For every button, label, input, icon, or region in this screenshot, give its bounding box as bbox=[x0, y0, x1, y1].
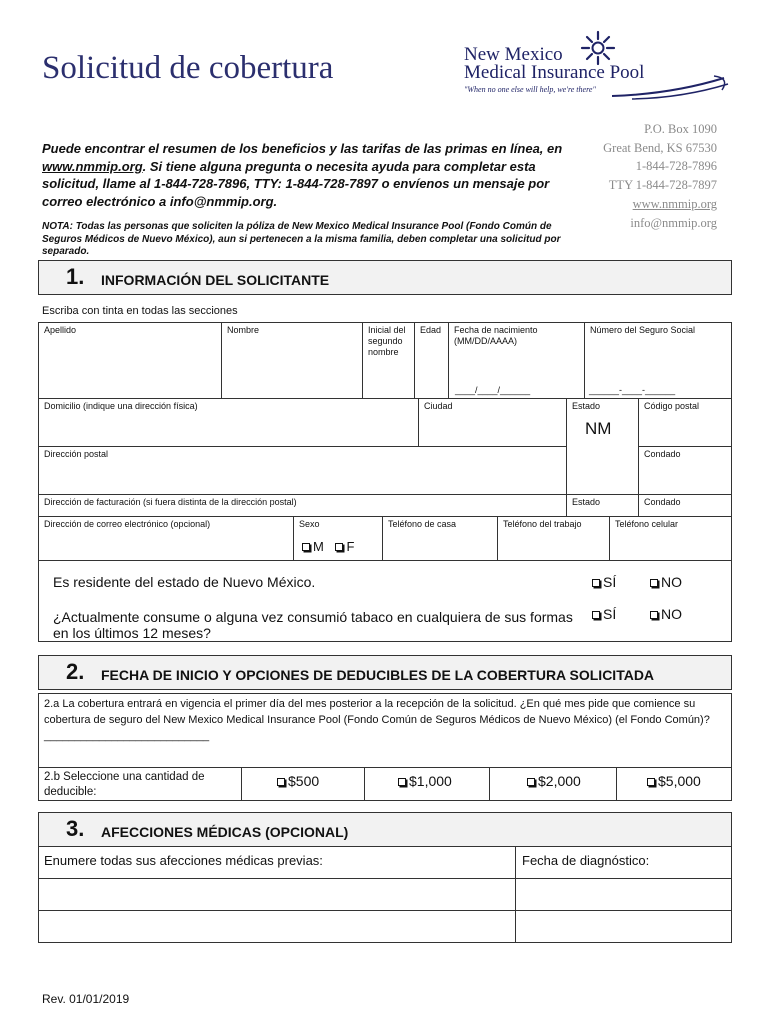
contact-address2: Great Bend, KS 67530 bbox=[603, 140, 717, 155]
deductible-1000[interactable]: $1,000 bbox=[365, 768, 490, 800]
field-correo[interactable]: Dirección de correo electrónico (opcional) bbox=[39, 517, 294, 561]
residente-no[interactable]: NO bbox=[650, 577, 682, 588]
sexo-f-checkbox[interactable]: F bbox=[335, 539, 354, 554]
question-residente: Es residente del estado de Nuevo México. bbox=[53, 574, 316, 590]
diagnosis-date-row-2[interactable] bbox=[516, 911, 731, 942]
diagnosis-date-header: Fecha de diagnóstico: bbox=[516, 847, 731, 879]
field-condado[interactable]: Condado bbox=[639, 447, 731, 495]
deductible-2000[interactable]: $2,000 bbox=[490, 768, 617, 800]
website-link[interactable]: www.nmmip.org bbox=[42, 158, 143, 174]
section3-header bbox=[38, 812, 732, 847]
field-edad[interactable]: Edad bbox=[415, 323, 449, 399]
nmmip-logo bbox=[462, 32, 737, 102]
field-facturacion[interactable]: Dirección de facturación (si fuera distinta de la dirección postal) bbox=[39, 495, 567, 517]
contact-tty: TTY 1-844-728-7897 bbox=[608, 178, 717, 193]
residente-si[interactable]: SÍ bbox=[592, 577, 616, 588]
condition-row-2[interactable] bbox=[39, 911, 516, 942]
section2-number: 2. bbox=[66, 659, 85, 684]
section3-number: 3. bbox=[66, 816, 85, 841]
field-fecha-nacimiento[interactable]: Fecha de nacimiento (MM/DD/AAAA) ____/____/______ bbox=[449, 323, 585, 399]
estado-value: NM bbox=[585, 419, 612, 438]
section1-number: 1. bbox=[66, 264, 85, 289]
field-ssn[interactable]: Número del Seguro Social ______-____-______ bbox=[585, 323, 731, 399]
sexo-m-checkbox[interactable]: M bbox=[302, 539, 324, 554]
section1-title: INFORMACIÓN DEL SOLICITANTE bbox=[101, 272, 330, 288]
field-tel-casa[interactable]: Teléfono de casa bbox=[383, 517, 498, 561]
section1-instruction: Escriba con tinta en todas las secciones bbox=[42, 305, 238, 317]
field-sexo: Sexo M F bbox=[294, 517, 383, 561]
field-estado[interactable]: Estado NM bbox=[567, 399, 639, 495]
residency-questions bbox=[39, 561, 731, 641]
ssn-blank: ______-____-______ bbox=[589, 385, 676, 395]
start-date-question[interactable]: 2.a La cobertura entrará en vigencia el primer día del mes posterior a la recepción de la solicitud. ¿En qué mes pide que comience su cobertura de seguro del New Mexico Medical Insurance Pool (Fondo Común de Seguros Médicos de Nuevo México) (el Fondo Común)? ___________________________ bbox=[39, 694, 731, 768]
fecha-blank: ____/____/______ bbox=[455, 385, 531, 395]
coverage-grid bbox=[38, 693, 732, 801]
field-nombre[interactable]: Nombre bbox=[222, 323, 363, 399]
field-apellido[interactable]: Apellido bbox=[39, 323, 222, 399]
field-estado2[interactable]: Estado bbox=[567, 495, 639, 517]
logo-tagline: "When no one else will help, we're there" bbox=[464, 85, 596, 94]
diagnosis-date-row-1[interactable] bbox=[516, 879, 731, 911]
form-title: Solicitud de cobertura bbox=[42, 50, 334, 86]
section3-title: AFECCIONES MÉDICAS (OPCIONAL) bbox=[101, 824, 349, 840]
field-direccion-postal[interactable]: Dirección postal bbox=[39, 447, 567, 495]
contact-email[interactable]: info@nmmip.org bbox=[630, 215, 717, 230]
section2-title: FECHA DE INICIO Y OPCIONES DE DEDUCIBLES DE LA COBERTURA SOLICITADA bbox=[101, 667, 655, 683]
deductible-label: 2.b Seleccione una cantidad de deducible: bbox=[39, 768, 242, 800]
intro-text: Puede encontrar el resumen de los beneficios y las tarifas de las primas en línea, en www.nmmip.org. Si tiene alguna pregunta o necesita ayuda para completar esta solicitud, llame al 1-844-728-7896, TTY: 1-844-728-7897 o envíenos un mensaje por correo electrónico a info@nmmip.org. bbox=[42, 141, 563, 209]
tabaco-si[interactable]: SÍ bbox=[592, 609, 616, 620]
field-codigo-postal[interactable]: Código postal bbox=[639, 399, 731, 447]
field-tel-trabajo[interactable]: Teléfono del trabajo bbox=[498, 517, 610, 561]
field-domicilio[interactable]: Domicilio (indique una dirección física) bbox=[39, 399, 419, 447]
field-inicial[interactable]: Inicial del segundo nombre bbox=[363, 323, 415, 399]
contact-web-link[interactable]: www.nmmip.org bbox=[632, 196, 717, 211]
revision-date: Rev. 01/01/2019 bbox=[42, 992, 130, 1006]
applicant-grid bbox=[38, 322, 732, 642]
contact-block bbox=[603, 120, 717, 232]
field-condado2[interactable]: Condado bbox=[639, 495, 731, 517]
contact-phone: 1-844-728-7896 bbox=[635, 159, 717, 174]
tabaco-no[interactable]: NO bbox=[650, 609, 682, 620]
conditions-grid bbox=[38, 846, 732, 943]
condition-row-1[interactable] bbox=[39, 879, 516, 911]
section2-header bbox=[38, 655, 732, 690]
logo-line1: New Mexico bbox=[464, 44, 563, 65]
deductible-500[interactable]: $500 bbox=[242, 768, 365, 800]
sun-icon bbox=[580, 30, 616, 66]
field-tel-celular[interactable]: Teléfono celular bbox=[610, 517, 731, 561]
note-text: NOTA: Todas las personas que soliciten la póliza de New Mexico Medical Insurance Pool (Fondo Común de Seguros Médicos de Nuevo México), aun si pertenecen a la misma familia, deben completar una solicitud por separado. bbox=[42, 221, 561, 257]
contact-address1: P.O. Box 1090 bbox=[644, 122, 717, 136]
section1-header bbox=[38, 260, 732, 295]
conditions-header: Enumere todas sus afecciones médicas previas: bbox=[39, 847, 516, 879]
logo-line2: Medical Insurance Pool bbox=[464, 62, 645, 83]
field-ciudad[interactable]: Ciudad bbox=[419, 399, 567, 447]
start-date-blank: ___________________________ bbox=[44, 730, 210, 742]
question-tabaco: ¿Actualmente consume o alguna vez consumió tabaco en cualquiera de sus formas en los últimos 12 meses? bbox=[53, 609, 573, 641]
deductible-5000[interactable]: $5,000 bbox=[617, 768, 731, 800]
